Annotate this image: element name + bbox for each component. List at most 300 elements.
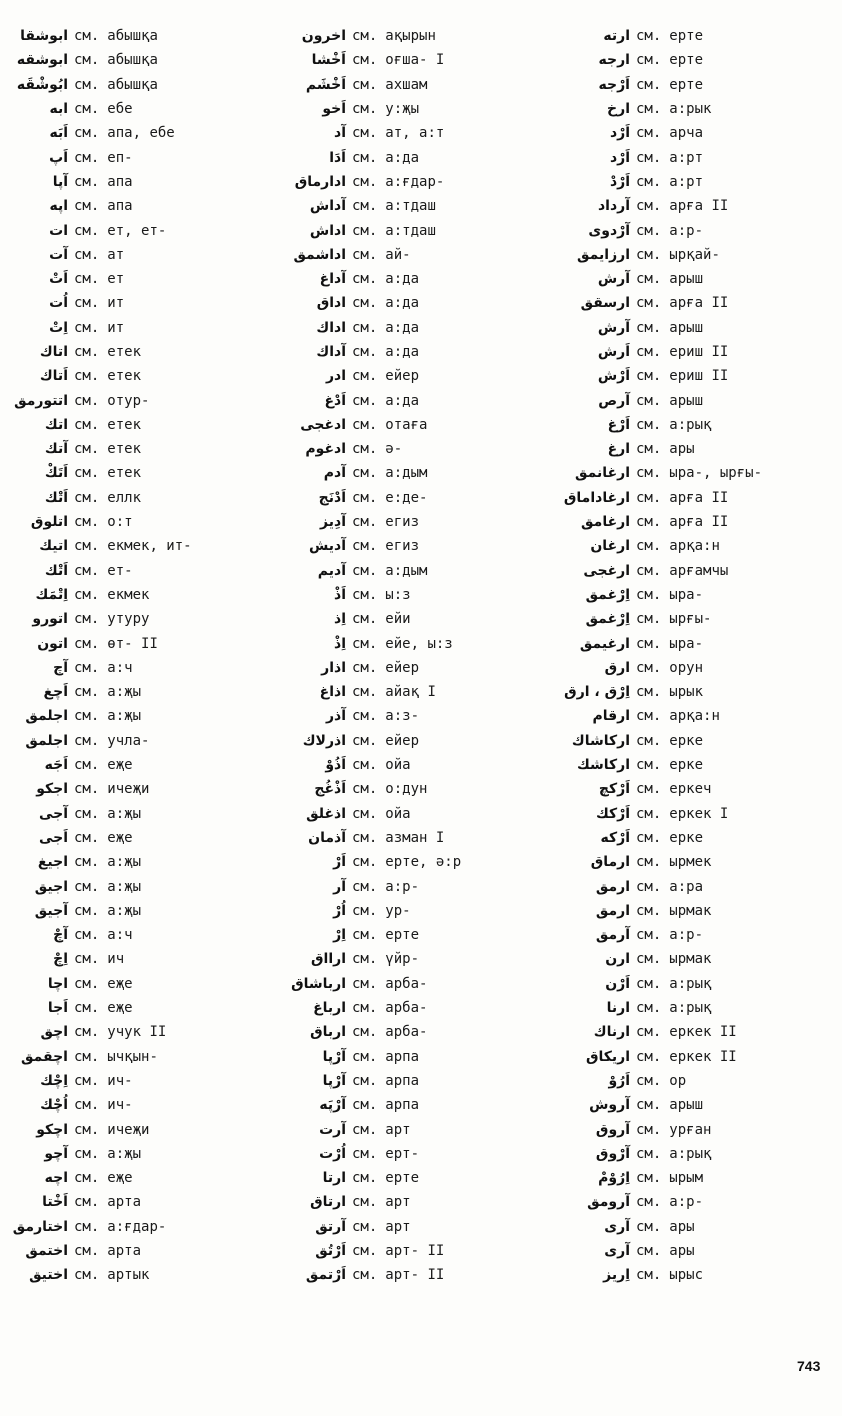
arabic-headword: اِذ bbox=[334, 611, 346, 628]
see-label: см. bbox=[352, 1121, 378, 1138]
arabic-headword: آتك bbox=[44, 441, 68, 458]
cross-reference: а:җы bbox=[107, 805, 142, 822]
cross-reference: абышқа bbox=[107, 76, 158, 93]
arabic-headword: اذاغ bbox=[319, 684, 346, 701]
see-label: см. bbox=[74, 465, 100, 482]
arabic-headword: اَرْجه bbox=[598, 76, 630, 93]
cross-reference: а:рық bbox=[669, 416, 712, 433]
arabic-headword: ادغوم bbox=[305, 441, 346, 458]
arabic-headword: اَرْكچ bbox=[598, 781, 630, 798]
cross-reference: а:да bbox=[385, 344, 420, 360]
dictionary-entry bbox=[10, 704, 262, 728]
dictionary-entry bbox=[10, 729, 262, 753]
cross-reference: ырым bbox=[669, 1170, 704, 1187]
see-label: см. bbox=[74, 28, 100, 45]
arabic-headword: ارجه bbox=[598, 52, 630, 69]
see-label: см. bbox=[352, 732, 378, 749]
see-label: см. bbox=[352, 76, 378, 93]
cross-reference: ырғы- bbox=[669, 611, 712, 628]
dictionary-entry bbox=[10, 753, 262, 777]
dictionary-entry bbox=[270, 583, 560, 607]
cross-reference: еҗе bbox=[107, 829, 133, 846]
arabic-headword: ارباغ bbox=[313, 1000, 346, 1017]
dictionary-entry bbox=[558, 802, 842, 826]
see-label: см. bbox=[636, 416, 662, 433]
arabic-headword: اتتورمق bbox=[14, 392, 68, 409]
cross-reference: а:да bbox=[385, 295, 420, 312]
cross-reference: ерте bbox=[669, 76, 704, 93]
cross-reference: ич- bbox=[107, 1072, 133, 1089]
cross-reference: ор bbox=[669, 1072, 687, 1089]
cross-reference: ай- bbox=[385, 246, 411, 263]
dictionary-entry bbox=[10, 1142, 262, 1166]
cross-reference: азман I bbox=[385, 829, 445, 846]
cross-reference: ерке bbox=[669, 829, 704, 846]
dictionary-entry bbox=[558, 316, 842, 340]
arabic-headword: اذار bbox=[321, 659, 346, 676]
arabic-headword: اَرش bbox=[597, 344, 630, 360]
see-label: см. bbox=[636, 28, 662, 45]
cross-reference: арба- bbox=[385, 975, 428, 992]
cross-reference: урған bbox=[669, 1121, 712, 1138]
arabic-headword: آرْدوى bbox=[588, 222, 630, 239]
dictionary-entry bbox=[558, 1166, 842, 1190]
arabic-headword: اجلمق bbox=[25, 732, 68, 749]
column-3 bbox=[558, 24, 842, 1287]
see-label: см. bbox=[352, 271, 378, 288]
see-label: см. bbox=[636, 781, 662, 798]
dictionary-entry bbox=[10, 340, 262, 364]
dictionary-entry bbox=[558, 170, 842, 194]
dictionary-entry bbox=[10, 1166, 262, 1190]
see-label: см. bbox=[636, 1121, 662, 1138]
arabic-headword: اَرْش bbox=[597, 368, 630, 385]
arabic-headword: ارغ bbox=[607, 441, 630, 458]
cross-reference: а:да bbox=[385, 392, 420, 409]
cross-reference: ет bbox=[107, 271, 125, 288]
cross-reference: а:җы bbox=[107, 854, 142, 871]
cross-reference: екмек bbox=[107, 586, 150, 603]
dictionary-entry bbox=[270, 218, 560, 242]
arabic-headword: اَدْنَج bbox=[318, 489, 346, 506]
dictionary-entry bbox=[558, 486, 842, 510]
see-label: см. bbox=[352, 344, 378, 360]
dictionary-entry bbox=[270, 291, 560, 315]
see-label: см. bbox=[636, 173, 662, 190]
cross-reference: артык bbox=[107, 1267, 150, 1284]
see-label: см. bbox=[74, 52, 100, 69]
dictionary-entry bbox=[558, 947, 842, 971]
dictionary-entry bbox=[10, 194, 262, 218]
see-label: см. bbox=[636, 1024, 662, 1041]
dictionary-entry bbox=[558, 1069, 842, 1093]
arabic-headword: اركاشاك bbox=[571, 732, 630, 749]
arabic-headword: اَرْغ bbox=[607, 416, 630, 433]
arabic-headword: اَرُوْ bbox=[608, 1072, 630, 1089]
cross-reference: ет, ет- bbox=[107, 222, 167, 239]
see-label: см. bbox=[636, 1145, 662, 1162]
dictionary-entry bbox=[270, 899, 560, 923]
see-label: см. bbox=[74, 1242, 100, 1259]
arabic-headword: اتاك bbox=[39, 344, 68, 360]
cross-reference: арқа:н bbox=[669, 708, 720, 725]
see-label: см. bbox=[74, 368, 100, 385]
dictionary-entry bbox=[270, 1190, 560, 1214]
dictionary-entry bbox=[270, 996, 560, 1020]
arabic-headword: اَخْشَم bbox=[305, 76, 346, 93]
cross-reference: арча bbox=[669, 125, 704, 142]
cross-reference: айақ I bbox=[385, 684, 436, 701]
arabic-headword: اخرون bbox=[301, 28, 346, 45]
cross-reference: ерте bbox=[669, 52, 704, 69]
dictionary-entry bbox=[270, 243, 560, 267]
dictionary-entry bbox=[10, 874, 262, 898]
arabic-headword: آرمق bbox=[595, 927, 630, 944]
cross-reference: ахшам bbox=[385, 76, 428, 93]
see-label: см. bbox=[74, 659, 100, 676]
dictionary-entry bbox=[10, 923, 262, 947]
see-label: см. bbox=[352, 198, 378, 215]
dictionary-entry bbox=[558, 267, 842, 291]
see-label: см. bbox=[352, 635, 378, 652]
see-label: см. bbox=[352, 1194, 378, 1211]
see-label: см. bbox=[352, 781, 378, 798]
dictionary-entry bbox=[10, 1190, 262, 1214]
dictionary-entry bbox=[10, 534, 262, 558]
see-label: см. bbox=[636, 125, 662, 142]
dictionary-entry bbox=[10, 1117, 262, 1141]
dictionary-entry bbox=[270, 121, 560, 145]
see-label: см. bbox=[74, 149, 100, 166]
arabic-headword: ارغيمق bbox=[579, 635, 630, 652]
dictionary-entry bbox=[10, 218, 262, 242]
see-label: см. bbox=[352, 416, 378, 433]
arabic-headword: آرش bbox=[597, 271, 630, 288]
cross-reference: ыра- bbox=[669, 586, 704, 603]
cross-reference: арға II bbox=[669, 514, 729, 531]
arabic-headword: اِرْ bbox=[333, 927, 346, 944]
cross-reference: арпа bbox=[385, 1072, 420, 1089]
arabic-headword: اَتَكْ bbox=[44, 465, 68, 482]
arabic-headword: اِچْك bbox=[40, 1072, 68, 1089]
see-label: см. bbox=[74, 1145, 100, 1162]
dictionary-entry bbox=[10, 631, 262, 655]
cross-reference: утуру bbox=[107, 611, 150, 628]
see-label: см. bbox=[636, 927, 662, 944]
dictionary-entry bbox=[10, 170, 262, 194]
dictionary-entry bbox=[270, 850, 560, 874]
dictionary-entry bbox=[270, 1117, 560, 1141]
cross-reference: ерт- bbox=[385, 1145, 420, 1162]
see-label: см. bbox=[352, 1218, 378, 1235]
dictionary-entry bbox=[10, 777, 262, 801]
see-label: см. bbox=[74, 635, 100, 652]
see-label: см. bbox=[352, 28, 378, 45]
cross-reference: учла- bbox=[107, 732, 150, 749]
cross-reference: орун bbox=[669, 659, 704, 676]
arabic-headword: اِرُوْمْ bbox=[598, 1170, 630, 1187]
dictionary-entry bbox=[558, 194, 842, 218]
arabic-headword: آرص bbox=[598, 392, 630, 409]
arabic-headword: اچكو bbox=[36, 1121, 68, 1138]
cross-reference: оғша- I bbox=[385, 52, 445, 69]
see-label: см. bbox=[352, 489, 378, 506]
arabic-headword: اِچْ bbox=[53, 951, 68, 968]
cross-reference: апа bbox=[107, 173, 133, 190]
cross-reference: арт bbox=[385, 1194, 411, 1211]
see-label: см. bbox=[74, 489, 100, 506]
arabic-headword: اِرْغمق bbox=[585, 611, 630, 628]
dictionary-entry bbox=[10, 413, 262, 437]
dictionary-entry bbox=[558, 48, 842, 72]
dictionary-entry bbox=[270, 1142, 560, 1166]
dictionary-entry bbox=[558, 874, 842, 898]
see-label: см. bbox=[636, 489, 662, 506]
see-label: см. bbox=[74, 416, 100, 433]
arabic-headword: اَرْكه bbox=[600, 829, 630, 846]
cross-reference: а:р- bbox=[669, 222, 704, 239]
cross-reference: а:җы bbox=[107, 684, 142, 701]
see-label: см. bbox=[636, 368, 662, 385]
cross-reference: а:рт bbox=[669, 149, 704, 166]
dictionary-entry bbox=[270, 73, 560, 97]
arabic-headword: اَجَه bbox=[44, 757, 68, 774]
arabic-headword: آجيق bbox=[34, 902, 68, 919]
arabic-headword: اَبَه bbox=[49, 125, 68, 142]
see-label: см. bbox=[636, 271, 662, 288]
see-label: см. bbox=[74, 1267, 100, 1284]
dictionary-entry bbox=[558, 73, 842, 97]
dictionary-entry bbox=[10, 510, 262, 534]
dictionary-entry bbox=[558, 923, 842, 947]
cross-reference: еп- bbox=[107, 149, 133, 166]
dictionary-entry bbox=[558, 24, 842, 48]
see-label: см. bbox=[74, 1097, 100, 1114]
see-label: см. bbox=[352, 805, 378, 822]
arabic-headword: آجى bbox=[38, 805, 68, 822]
see-label: см. bbox=[636, 465, 662, 482]
arabic-headword: اختارمق bbox=[12, 1218, 68, 1235]
arabic-headword: آچو bbox=[44, 1145, 68, 1162]
see-label: см. bbox=[636, 611, 662, 628]
arabic-headword: ارااق bbox=[311, 951, 346, 968]
cross-reference: арпа bbox=[385, 1097, 420, 1114]
see-label: см. bbox=[352, 684, 378, 701]
see-label: см. bbox=[74, 392, 100, 409]
dictionary-entry bbox=[270, 413, 560, 437]
arabic-headword: ارته bbox=[603, 28, 630, 45]
arabic-headword: اتيك bbox=[39, 538, 68, 555]
see-label: см. bbox=[352, 101, 378, 118]
cross-reference: арт bbox=[385, 1121, 411, 1138]
see-label: см. bbox=[352, 951, 378, 968]
see-label: см. bbox=[636, 1194, 662, 1211]
cross-reference: а:җы bbox=[107, 708, 142, 725]
dictionary-entry bbox=[558, 340, 842, 364]
cross-reference: екмек, ит- bbox=[107, 538, 192, 555]
arabic-headword: اُرْ bbox=[333, 902, 346, 919]
dictionary-entry bbox=[558, 364, 842, 388]
dictionary-entry bbox=[10, 243, 262, 267]
see-label: см. bbox=[636, 902, 662, 919]
cross-reference: ойа bbox=[385, 805, 411, 822]
see-label: см. bbox=[352, 368, 378, 385]
see-label: см. bbox=[636, 854, 662, 871]
cross-reference: арта bbox=[107, 1194, 142, 1211]
arabic-headword: اَذُوْ bbox=[325, 757, 346, 774]
dictionary-entry bbox=[270, 1215, 560, 1239]
see-label: см. bbox=[74, 271, 100, 288]
dictionary-entry bbox=[10, 607, 262, 631]
dictionary-entry bbox=[270, 267, 560, 291]
dictionary-entry bbox=[558, 461, 842, 485]
dictionary-entry bbox=[10, 972, 262, 996]
cross-reference: ырмак bbox=[669, 951, 712, 968]
dictionary-entry bbox=[10, 850, 262, 874]
see-label: см. bbox=[352, 757, 378, 774]
see-label: см. bbox=[352, 441, 378, 458]
see-label: см. bbox=[352, 319, 378, 336]
arabic-headword: اِرْق ، ارق bbox=[564, 684, 630, 701]
arabic-headword: آذر bbox=[325, 708, 346, 725]
dictionary-entry bbox=[558, 534, 842, 558]
arabic-headword: ارغاداماق bbox=[563, 489, 630, 506]
arabic-headword: آذمان bbox=[308, 829, 346, 846]
see-label: см. bbox=[636, 246, 662, 263]
arabic-headword: اچا bbox=[47, 975, 68, 992]
see-label: см. bbox=[352, 1267, 378, 1284]
dictionary-entry bbox=[270, 874, 560, 898]
cross-reference: етек bbox=[107, 416, 142, 433]
cross-reference: о:т bbox=[107, 514, 133, 531]
cross-reference: а:дым bbox=[385, 562, 428, 579]
dictionary-entry bbox=[270, 1093, 560, 1117]
see-label: см. bbox=[636, 295, 662, 312]
dictionary-entry bbox=[270, 534, 560, 558]
see-label: см. bbox=[352, 659, 378, 676]
arabic-headword: اَخْتا bbox=[42, 1194, 68, 1211]
see-label: см. bbox=[636, 514, 662, 531]
arabic-headword: ارناك bbox=[593, 1024, 630, 1041]
cross-reference: ериш II bbox=[669, 368, 729, 385]
arabic-headword: ادر bbox=[325, 368, 346, 385]
dictionary-entry bbox=[10, 899, 262, 923]
see-label: см. bbox=[352, 52, 378, 69]
cross-reference: етек bbox=[107, 344, 142, 360]
dictionary-entry bbox=[558, 121, 842, 145]
cross-reference: арға II bbox=[669, 198, 729, 215]
dictionary-entry bbox=[270, 364, 560, 388]
cross-reference: ерте, ә:р bbox=[385, 854, 462, 871]
dictionary-entry bbox=[10, 316, 262, 340]
see-label: см. bbox=[74, 708, 100, 725]
see-label: см. bbox=[352, 611, 378, 628]
cross-reference: арт bbox=[385, 1218, 411, 1235]
see-label: см. bbox=[74, 732, 100, 749]
dictionary-entry bbox=[10, 97, 262, 121]
dictionary-entry bbox=[270, 486, 560, 510]
arabic-headword: آداش bbox=[309, 198, 346, 215]
see-label: см. bbox=[74, 902, 100, 919]
arabic-headword: اَرْن bbox=[605, 975, 630, 992]
column-1 bbox=[10, 24, 262, 1287]
arabic-headword: اَرْدْ bbox=[609, 173, 630, 190]
arabic-headword: آچْ bbox=[53, 927, 68, 944]
see-label: см. bbox=[352, 173, 378, 190]
arabic-headword: آرداد bbox=[597, 198, 630, 215]
cross-reference: еллк bbox=[107, 489, 142, 506]
arabic-headword: اِذْ bbox=[334, 635, 346, 652]
cross-reference: абышқа bbox=[107, 52, 158, 69]
cross-reference: апа, ебе bbox=[107, 125, 175, 142]
cross-reference: ерке bbox=[669, 757, 704, 774]
see-label: см. bbox=[74, 1194, 100, 1211]
dictionary-entry bbox=[558, 777, 842, 801]
cross-reference: ы:з bbox=[385, 586, 411, 603]
dictionary-entry bbox=[558, 996, 842, 1020]
dictionary-entry bbox=[558, 972, 842, 996]
arabic-headword: اذغلق bbox=[306, 805, 346, 822]
dictionary-entry bbox=[558, 607, 842, 631]
cross-reference: ейер bbox=[385, 368, 420, 385]
arabic-headword: اِرْغمق bbox=[585, 586, 630, 603]
see-label: см. bbox=[636, 1242, 662, 1259]
see-label: см. bbox=[74, 76, 100, 93]
see-label: см. bbox=[636, 441, 662, 458]
cross-reference: ыра- bbox=[669, 635, 704, 652]
cross-reference: а:да bbox=[385, 149, 420, 166]
cross-reference: а:ч bbox=[107, 659, 133, 676]
arabic-headword: اجلمق bbox=[25, 708, 68, 725]
arabic-headword: اُچْك bbox=[40, 1097, 68, 1114]
dictionary-entry bbox=[270, 607, 560, 631]
cross-reference: ыра-, ырғы- bbox=[669, 465, 763, 482]
cross-reference: ары bbox=[669, 441, 695, 458]
see-label: см. bbox=[74, 173, 100, 190]
see-label: см. bbox=[352, 538, 378, 555]
arabic-headword: اِتْ bbox=[49, 319, 68, 336]
cross-reference: у:җы bbox=[385, 101, 420, 118]
arabic-headword: آدِيز bbox=[320, 514, 346, 531]
dictionary-entry bbox=[558, 218, 842, 242]
arabic-headword: اَچغ bbox=[43, 684, 68, 701]
arabic-headword: اَدْغ bbox=[324, 392, 346, 409]
see-label: см. bbox=[352, 902, 378, 919]
dictionary-entry bbox=[558, 1117, 842, 1141]
cross-reference: етек bbox=[107, 441, 142, 458]
cross-reference: а:з- bbox=[385, 708, 420, 725]
cross-reference: е:де- bbox=[385, 489, 428, 506]
cross-reference: егиз bbox=[385, 514, 420, 531]
cross-reference: арыш bbox=[669, 271, 704, 288]
see-label: см. bbox=[74, 319, 100, 336]
see-label: см. bbox=[636, 878, 662, 895]
see-label: см. bbox=[74, 1121, 100, 1138]
cross-reference: арыш bbox=[669, 392, 704, 409]
cross-reference: ичеҗи bbox=[107, 781, 150, 798]
dictionary-entry bbox=[270, 316, 560, 340]
cross-reference: а:да bbox=[385, 319, 420, 336]
cross-reference: отур- bbox=[107, 392, 150, 409]
see-label: см. bbox=[636, 1267, 662, 1284]
see-label: см. bbox=[74, 295, 100, 312]
dictionary-entry bbox=[270, 437, 560, 461]
see-label: см. bbox=[74, 878, 100, 895]
dictionary-entry bbox=[558, 1239, 842, 1263]
cross-reference: а:да bbox=[385, 271, 420, 288]
cross-reference: ичеҗи bbox=[107, 1121, 150, 1138]
see-label: см. bbox=[74, 125, 100, 142]
